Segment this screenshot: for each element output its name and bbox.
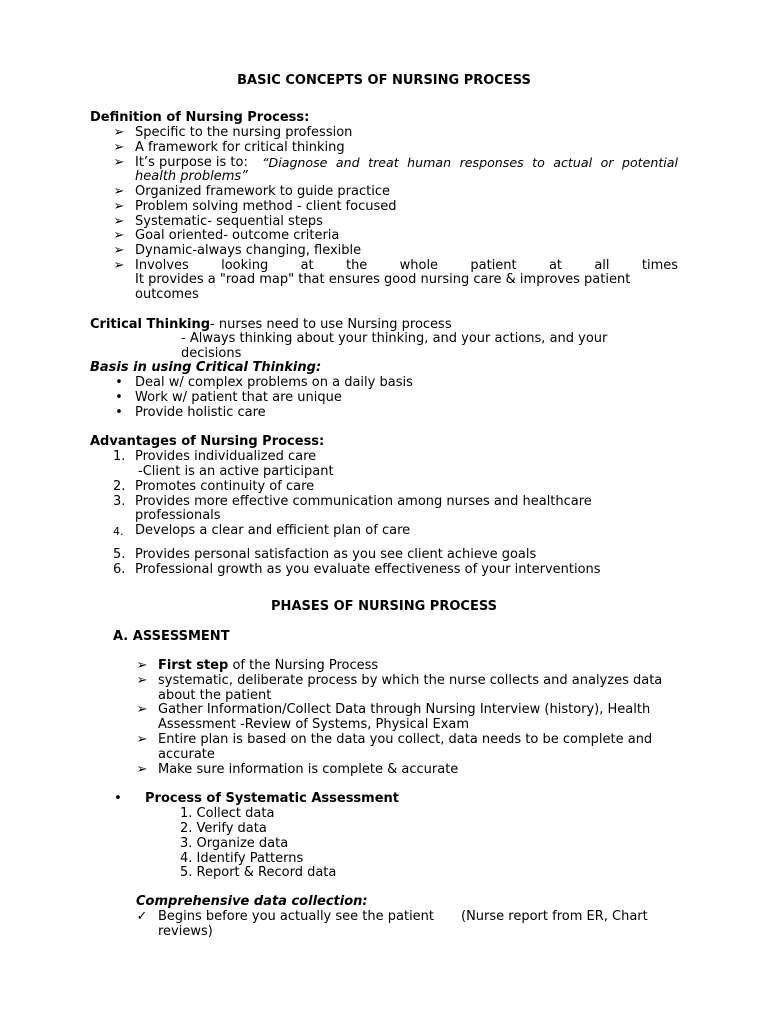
arrow-bullet-icon: ➢	[113, 258, 125, 273]
bullet-dot-icon: •	[114, 791, 122, 806]
list-number: 6.	[113, 562, 126, 577]
list-item	[158, 659, 378, 674]
roadmap-line2: outcomes	[135, 287, 199, 302]
list-item: Dynamic-always changing, flexible	[135, 243, 362, 258]
list-item: Specific to the nursing profession	[135, 125, 353, 140]
arrow-bullet-icon: ➢	[113, 125, 125, 140]
purpose-quote-line2: health problems”	[135, 169, 248, 184]
list-item: reviews)	[158, 924, 213, 939]
assessment-heading: A. ASSESSMENT	[113, 629, 230, 644]
critical-thinking-rest: - nurses need to use Nursing process	[210, 317, 452, 332]
list-item: Entire plan is based on the data you collect, data needs to be complete and	[158, 732, 653, 747]
list-item: Begins before you actually see the patient	[158, 909, 435, 924]
list-item: accurate	[158, 747, 215, 762]
arrow-bullet-icon: ➢	[113, 155, 125, 170]
list-item: Gather Information/Collect Data through Nursing Interview (history), Health	[158, 702, 651, 717]
list-item: Provide holistic care	[135, 405, 266, 420]
arrow-bullet-icon: ➢	[136, 702, 148, 717]
arrow-bullet-icon: ➢	[136, 762, 148, 777]
critical-thinking-term: Critical Thinking	[90, 317, 211, 332]
arrow-bullet-icon: ➢	[136, 658, 148, 673]
list-item: systematic, deliberate process by which the nurse collects and analyzes data	[158, 673, 663, 688]
systematic-heading: Process of Systematic Assessment	[145, 791, 399, 806]
purpose-quote-line1: “Diagnose and treat human responses to actual or potential	[262, 155, 678, 170]
arrow-bullet-icon: ➢	[113, 184, 125, 199]
basis-heading: Basis in using Critical Thinking:	[90, 360, 322, 375]
list-number: 2.	[113, 479, 126, 494]
arrow-bullet-icon: ➢	[113, 140, 125, 155]
phases-title: PHASES OF NURSING PROCESS	[271, 599, 497, 614]
arrow-bullet-icon: ➢	[113, 228, 125, 243]
list-item: 1. Collect data	[180, 806, 275, 821]
list-item-note: (Nurse report from ER, Chart	[461, 909, 648, 924]
advantages-heading: Advantages of Nursing Process:	[90, 434, 325, 449]
arrow-bullet-icon: ➢	[113, 243, 125, 258]
list-item: Provides individualized care	[135, 449, 317, 464]
comprehensive-heading: Comprehensive data collection:	[136, 894, 368, 909]
list-number: 3.	[113, 494, 126, 509]
list-number: 1.	[113, 449, 126, 464]
roadmap-line1: It provides a "road map" that ensures good nursing care & improves patient	[135, 272, 631, 287]
arrow-bullet-icon: ➢	[136, 732, 148, 747]
list-item: Develops a clear and efficient plan of care	[135, 523, 411, 538]
list-item: Provides more effective communication among nurses and healthcare	[135, 494, 592, 509]
checkmark-icon: ✓	[136, 909, 148, 924]
list-item: 4. Identify Patterns	[180, 851, 304, 866]
list-item: Professional growth as you evaluate effectiveness of your interventions	[135, 562, 601, 577]
list-item: Make sure information is complete & accurate	[158, 762, 459, 777]
bullet-dot-icon: •	[115, 405, 123, 420]
list-item: Goal oriented- outcome criteria	[135, 228, 340, 243]
list-item: 5. Report & Record data	[180, 865, 337, 880]
list-item: Assessment -Review of Systems, Physical Exam	[158, 717, 470, 732]
list-item: Involves looking at the whole patient at all times	[135, 258, 678, 273]
list-item: Work w/ patient that are unique	[135, 390, 342, 405]
list-item: Organized framework to guide practice	[135, 184, 390, 199]
first-step-bold: First step	[158, 658, 229, 673]
list-item: professionals	[135, 508, 221, 523]
list-number: 4.	[113, 525, 124, 538]
arrow-bullet-icon: ➢	[136, 673, 148, 688]
critical-thinking-line2: - Always thinking about your thinking, and your actions, and your	[181, 331, 608, 346]
arrow-bullet-icon: ➢	[113, 214, 125, 229]
list-item: A framework for critical thinking	[135, 140, 345, 155]
list-item: -Client is an active participant	[138, 464, 334, 479]
document-title: BASIC CONCEPTS OF NURSING PROCESS	[237, 73, 531, 88]
list-item: about the patient	[158, 688, 272, 703]
list-item: 2. Verify data	[180, 821, 267, 836]
list-number: 5.	[113, 547, 126, 562]
bullet-dot-icon: •	[115, 375, 123, 390]
arrow-bullet-icon: ➢	[113, 199, 125, 214]
list-item: Deal w/ complex problems on a daily basis	[135, 375, 413, 390]
critical-thinking-line3: decisions	[181, 346, 242, 361]
bullet-dot-icon: •	[115, 390, 123, 405]
first-step-rest: of the Nursing Process	[228, 658, 379, 673]
list-item: It’s purpose is to:	[135, 155, 248, 170]
definition-heading: Definition of Nursing Process:	[90, 110, 310, 125]
list-item: Problem solving method - client focused	[135, 199, 397, 214]
list-item: Promotes continuity of care	[135, 479, 315, 494]
list-item: Systematic- sequential steps	[135, 214, 323, 229]
list-item: Provides personal satisfaction as you see client achieve goals	[135, 547, 537, 562]
list-item: 3. Organize data	[180, 836, 289, 851]
